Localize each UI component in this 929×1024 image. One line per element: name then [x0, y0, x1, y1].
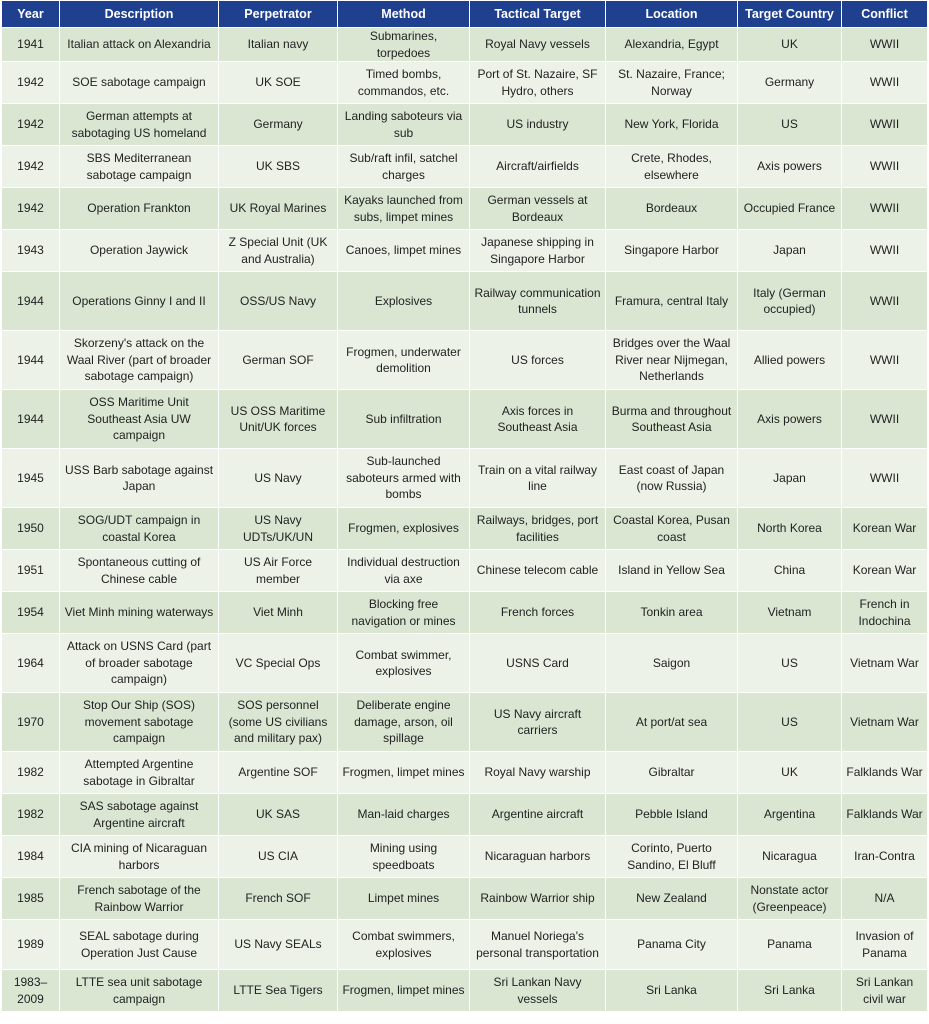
- target-country-cell: Japan: [738, 449, 842, 508]
- year-cell: 1944: [2, 272, 60, 331]
- tactical-target-cell: US industry: [470, 104, 606, 146]
- target-country-cell: UK: [738, 752, 842, 794]
- year-cell: 1942: [2, 62, 60, 104]
- table-row: [2, 550, 928, 592]
- description-cell: Stop Our Ship (SOS) movement sabotage campaign: [60, 693, 219, 752]
- year-cell: 1964: [2, 634, 60, 693]
- description-cell: SOG/UDT campaign in coastal Korea: [60, 508, 219, 550]
- location-cell: East coast of Japan (now Russia): [606, 449, 738, 508]
- table-row: [2, 272, 928, 331]
- description-cell: SBS Mediterranean sabotage campaign: [60, 146, 219, 188]
- target-country-cell: China: [738, 550, 842, 592]
- target-country-cell: Japan: [738, 230, 842, 272]
- location-cell: Singapore Harbor: [606, 230, 738, 272]
- method-cell: Explosives: [338, 272, 470, 331]
- header-conflict: Conflict: [842, 1, 928, 28]
- description-cell: Italian attack on Alexandria: [60, 28, 219, 62]
- location-cell: Coastal Korea, Pusan coast: [606, 508, 738, 550]
- conflict-cell: Falklands War: [842, 752, 928, 794]
- method-cell: Deliberate engine damage, arson, oil spillage: [338, 693, 470, 752]
- description-cell: USS Barb sabotage against Japan: [60, 449, 219, 508]
- description-cell: Viet Minh mining waterways: [60, 592, 219, 634]
- target-country-cell: Axis powers: [738, 390, 842, 449]
- description-cell: Operation Jaywick: [60, 230, 219, 272]
- year-cell: 1970: [2, 693, 60, 752]
- conflict-cell: Falklands War: [842, 794, 928, 836]
- table-row: [2, 449, 928, 508]
- perpetrator-cell: UK SBS: [219, 146, 338, 188]
- perpetrator-cell: Z Special Unit (UK and Australia): [219, 230, 338, 272]
- tactical-target-cell: US Navy aircraft carriers: [470, 693, 606, 752]
- tactical-target-cell: German vessels at Bordeaux: [470, 188, 606, 230]
- location-cell: Corinto, Puerto Sandino, El Bluff: [606, 836, 738, 878]
- target-country-cell: Nonstate actor (Greenpeace): [738, 878, 842, 920]
- method-cell: Limpet mines: [338, 878, 470, 920]
- location-cell: Alexandria, Egypt: [606, 28, 738, 62]
- method-cell: Kayaks launched from subs, limpet mines: [338, 188, 470, 230]
- tactical-target-cell: Royal Navy vessels: [470, 28, 606, 62]
- table-row: [2, 634, 928, 693]
- perpetrator-cell: Italian navy: [219, 28, 338, 62]
- table-row: [2, 331, 928, 390]
- location-cell: Framura, central Italy: [606, 272, 738, 331]
- target-country-cell: Occupied France: [738, 188, 842, 230]
- tactical-target-cell: Rainbow Warrior ship: [470, 878, 606, 920]
- perpetrator-cell: Viet Minh: [219, 592, 338, 634]
- tactical-target-cell: US forces: [470, 331, 606, 390]
- table-row: [2, 104, 928, 146]
- table-row: [2, 390, 928, 449]
- year-cell: 1950: [2, 508, 60, 550]
- method-cell: Sub/raft infil, satchel charges: [338, 146, 470, 188]
- target-country-cell: UK: [738, 28, 842, 62]
- table-row: [2, 62, 928, 104]
- target-country-cell: Italy (German occupied): [738, 272, 842, 331]
- year-cell: 1951: [2, 550, 60, 592]
- year-cell: 1982: [2, 752, 60, 794]
- description-cell: SOE sabotage campaign: [60, 62, 219, 104]
- perpetrator-cell: UK SAS: [219, 794, 338, 836]
- perpetrator-cell: US Navy UDTs/UK/UN: [219, 508, 338, 550]
- conflict-cell: N/A: [842, 878, 928, 920]
- tactical-target-cell: Argentine aircraft: [470, 794, 606, 836]
- location-cell: Bordeaux: [606, 188, 738, 230]
- year-cell: 1984: [2, 836, 60, 878]
- header-tactical-target: Tactical Target: [470, 1, 606, 28]
- description-cell: SEAL sabotage during Operation Just Cause: [60, 920, 219, 970]
- perpetrator-cell: German SOF: [219, 331, 338, 390]
- tactical-target-cell: USNS Card: [470, 634, 606, 693]
- table-row: [2, 920, 928, 970]
- location-cell: Saigon: [606, 634, 738, 693]
- perpetrator-cell: US CIA: [219, 836, 338, 878]
- perpetrator-cell: US Navy SEALs: [219, 920, 338, 970]
- target-country-cell: Germany: [738, 62, 842, 104]
- location-cell: Crete, Rhodes, elsewhere: [606, 146, 738, 188]
- description-cell: Operation Frankton: [60, 188, 219, 230]
- header-description: Description: [60, 1, 219, 28]
- target-country-cell: Vietnam: [738, 592, 842, 634]
- table-row: [2, 794, 928, 836]
- description-cell: Spontaneous cutting of Chinese cable: [60, 550, 219, 592]
- conflict-cell: Iran-Contra: [842, 836, 928, 878]
- location-cell: Burma and throughout Southeast Asia: [606, 390, 738, 449]
- conflict-cell: WWII: [842, 272, 928, 331]
- perpetrator-cell: UK Royal Marines: [219, 188, 338, 230]
- tactical-target-cell: Railways, bridges, port facilities: [470, 508, 606, 550]
- tactical-target-cell: Royal Navy warship: [470, 752, 606, 794]
- year-cell: 1942: [2, 104, 60, 146]
- tactical-target-cell: Chinese telecom cable: [470, 550, 606, 592]
- location-cell: At port/at sea: [606, 693, 738, 752]
- target-country-cell: North Korea: [738, 508, 842, 550]
- conflict-cell: WWII: [842, 62, 928, 104]
- year-cell: 1983–2009: [2, 970, 60, 1012]
- perpetrator-cell: OSS/US Navy: [219, 272, 338, 331]
- description-cell: SAS sabotage against Argentine aircraft: [60, 794, 219, 836]
- conflict-cell: Vietnam War: [842, 693, 928, 752]
- sabotage-table: [1, 0, 928, 1012]
- conflict-cell: WWII: [842, 104, 928, 146]
- year-cell: 1945: [2, 449, 60, 508]
- description-cell: German attempts at sabotaging US homeland: [60, 104, 219, 146]
- conflict-cell: WWII: [842, 449, 928, 508]
- perpetrator-cell: VC Special Ops: [219, 634, 338, 693]
- conflict-cell: Invasion of Panama: [842, 920, 928, 970]
- conflict-cell: Vietnam War: [842, 634, 928, 693]
- method-cell: Sub-launched saboteurs armed with bombs: [338, 449, 470, 508]
- perpetrator-cell: SOS personnel (some US civilians and military pax): [219, 693, 338, 752]
- year-cell: 1944: [2, 390, 60, 449]
- table-row: [2, 752, 928, 794]
- method-cell: Frogmen, limpet mines: [338, 752, 470, 794]
- perpetrator-cell: US Navy: [219, 449, 338, 508]
- table-row: [2, 508, 928, 550]
- conflict-cell: WWII: [842, 188, 928, 230]
- method-cell: Combat swimmer, explosives: [338, 634, 470, 693]
- header-location: Location: [606, 1, 738, 28]
- conflict-cell: Korean War: [842, 508, 928, 550]
- location-cell: Gibraltar: [606, 752, 738, 794]
- conflict-cell: Korean War: [842, 550, 928, 592]
- perpetrator-cell: Argentine SOF: [219, 752, 338, 794]
- method-cell: Blocking free navigation or mines: [338, 592, 470, 634]
- method-cell: Frogmen, limpet mines: [338, 970, 470, 1012]
- conflict-cell: WWII: [842, 390, 928, 449]
- location-cell: New York, Florida: [606, 104, 738, 146]
- perpetrator-cell: UK SOE: [219, 62, 338, 104]
- description-cell: OSS Maritime Unit Southeast Asia UW campaign: [60, 390, 219, 449]
- year-cell: 1943: [2, 230, 60, 272]
- conflict-cell: WWII: [842, 331, 928, 390]
- tactical-target-cell: Axis forces in Southeast Asia: [470, 390, 606, 449]
- perpetrator-cell: US Air Force member: [219, 550, 338, 592]
- method-cell: Frogmen, explosives: [338, 508, 470, 550]
- target-country-cell: US: [738, 693, 842, 752]
- year-cell: 1954: [2, 592, 60, 634]
- description-cell: CIA mining of Nicaraguan harbors: [60, 836, 219, 878]
- target-country-cell: Axis powers: [738, 146, 842, 188]
- method-cell: Landing saboteurs via sub: [338, 104, 470, 146]
- method-cell: Combat swimmers, explosives: [338, 920, 470, 970]
- method-cell: Frogmen, underwater demolition: [338, 331, 470, 390]
- description-cell: Attack on USNS Card (part of broader sabotage campaign): [60, 634, 219, 693]
- conflict-cell: Sri Lankan civil war: [842, 970, 928, 1012]
- location-cell: Bridges over the Waal River near Nijmegan, Netherlands: [606, 331, 738, 390]
- tactical-target-cell: Nicaraguan harbors: [470, 836, 606, 878]
- description-cell: Skorzeny's attack on the Waal River (part of broader sabotage campaign): [60, 331, 219, 390]
- target-country-cell: Allied powers: [738, 331, 842, 390]
- table-row: [2, 693, 928, 752]
- tactical-target-cell: Aircraft/airfields: [470, 146, 606, 188]
- header-row: [2, 1, 928, 28]
- table-row: [2, 878, 928, 920]
- table-row: [2, 970, 928, 1012]
- method-cell: Sub infiltration: [338, 390, 470, 449]
- description-cell: Attempted Argentine sabotage in Gibraltar: [60, 752, 219, 794]
- table-row: [2, 230, 928, 272]
- method-cell: Timed bombs, commandos, etc.: [338, 62, 470, 104]
- target-country-cell: Panama: [738, 920, 842, 970]
- perpetrator-cell: LTTE Sea Tigers: [219, 970, 338, 1012]
- target-country-cell: US: [738, 634, 842, 693]
- conflict-cell: WWII: [842, 230, 928, 272]
- method-cell: Individual destruction via axe: [338, 550, 470, 592]
- header-perpetrator: Perpetrator: [219, 1, 338, 28]
- location-cell: Panama City: [606, 920, 738, 970]
- table-row: [2, 188, 928, 230]
- tactical-target-cell: Train on a vital railway line: [470, 449, 606, 508]
- method-cell: Canoes, limpet mines: [338, 230, 470, 272]
- year-cell: 1944: [2, 331, 60, 390]
- tactical-target-cell: Port of St. Nazaire, SF Hydro, others: [470, 62, 606, 104]
- description-cell: Operations Ginny I and II: [60, 272, 219, 331]
- tactical-target-cell: Japanese shipping in Singapore Harbor: [470, 230, 606, 272]
- tactical-target-cell: French forces: [470, 592, 606, 634]
- location-cell: Pebble Island: [606, 794, 738, 836]
- target-country-cell: US: [738, 104, 842, 146]
- conflict-cell: WWII: [842, 28, 928, 62]
- method-cell: Man-laid charges: [338, 794, 470, 836]
- year-cell: 1942: [2, 146, 60, 188]
- tactical-target-cell: Manuel Noriega's personal transportation: [470, 920, 606, 970]
- description-cell: LTTE sea unit sabotage campaign: [60, 970, 219, 1012]
- method-cell: Submarines, torpedoes: [338, 28, 470, 62]
- location-cell: St. Nazaire, France; Norway: [606, 62, 738, 104]
- perpetrator-cell: Germany: [219, 104, 338, 146]
- target-country-cell: Nicaragua: [738, 836, 842, 878]
- table-body: [2, 28, 928, 1012]
- header-year: Year: [2, 1, 60, 28]
- location-cell: Sri Lanka: [606, 970, 738, 1012]
- year-cell: 1985: [2, 878, 60, 920]
- table-row: [2, 836, 928, 878]
- conflict-cell: WWII: [842, 146, 928, 188]
- location-cell: Tonkin area: [606, 592, 738, 634]
- table-row: [2, 592, 928, 634]
- year-cell: 1989: [2, 920, 60, 970]
- table-row: [2, 146, 928, 188]
- conflict-cell: French in Indochina: [842, 592, 928, 634]
- target-country-cell: Sri Lanka: [738, 970, 842, 1012]
- header-method: Method: [338, 1, 470, 28]
- year-cell: 1941: [2, 28, 60, 62]
- perpetrator-cell: US OSS Maritime Unit/UK forces: [219, 390, 338, 449]
- location-cell: New Zealand: [606, 878, 738, 920]
- perpetrator-cell: French SOF: [219, 878, 338, 920]
- method-cell: Mining using speedboats: [338, 836, 470, 878]
- tactical-target-cell: Sri Lankan Navy vessels: [470, 970, 606, 1012]
- tactical-target-cell: Railway communication tunnels: [470, 272, 606, 331]
- header-target-country: Target Country: [738, 1, 842, 28]
- location-cell: Island in Yellow Sea: [606, 550, 738, 592]
- year-cell: 1942: [2, 188, 60, 230]
- year-cell: 1982: [2, 794, 60, 836]
- target-country-cell: Argentina: [738, 794, 842, 836]
- table-row: [2, 28, 928, 62]
- description-cell: French sabotage of the Rainbow Warrior: [60, 878, 219, 920]
